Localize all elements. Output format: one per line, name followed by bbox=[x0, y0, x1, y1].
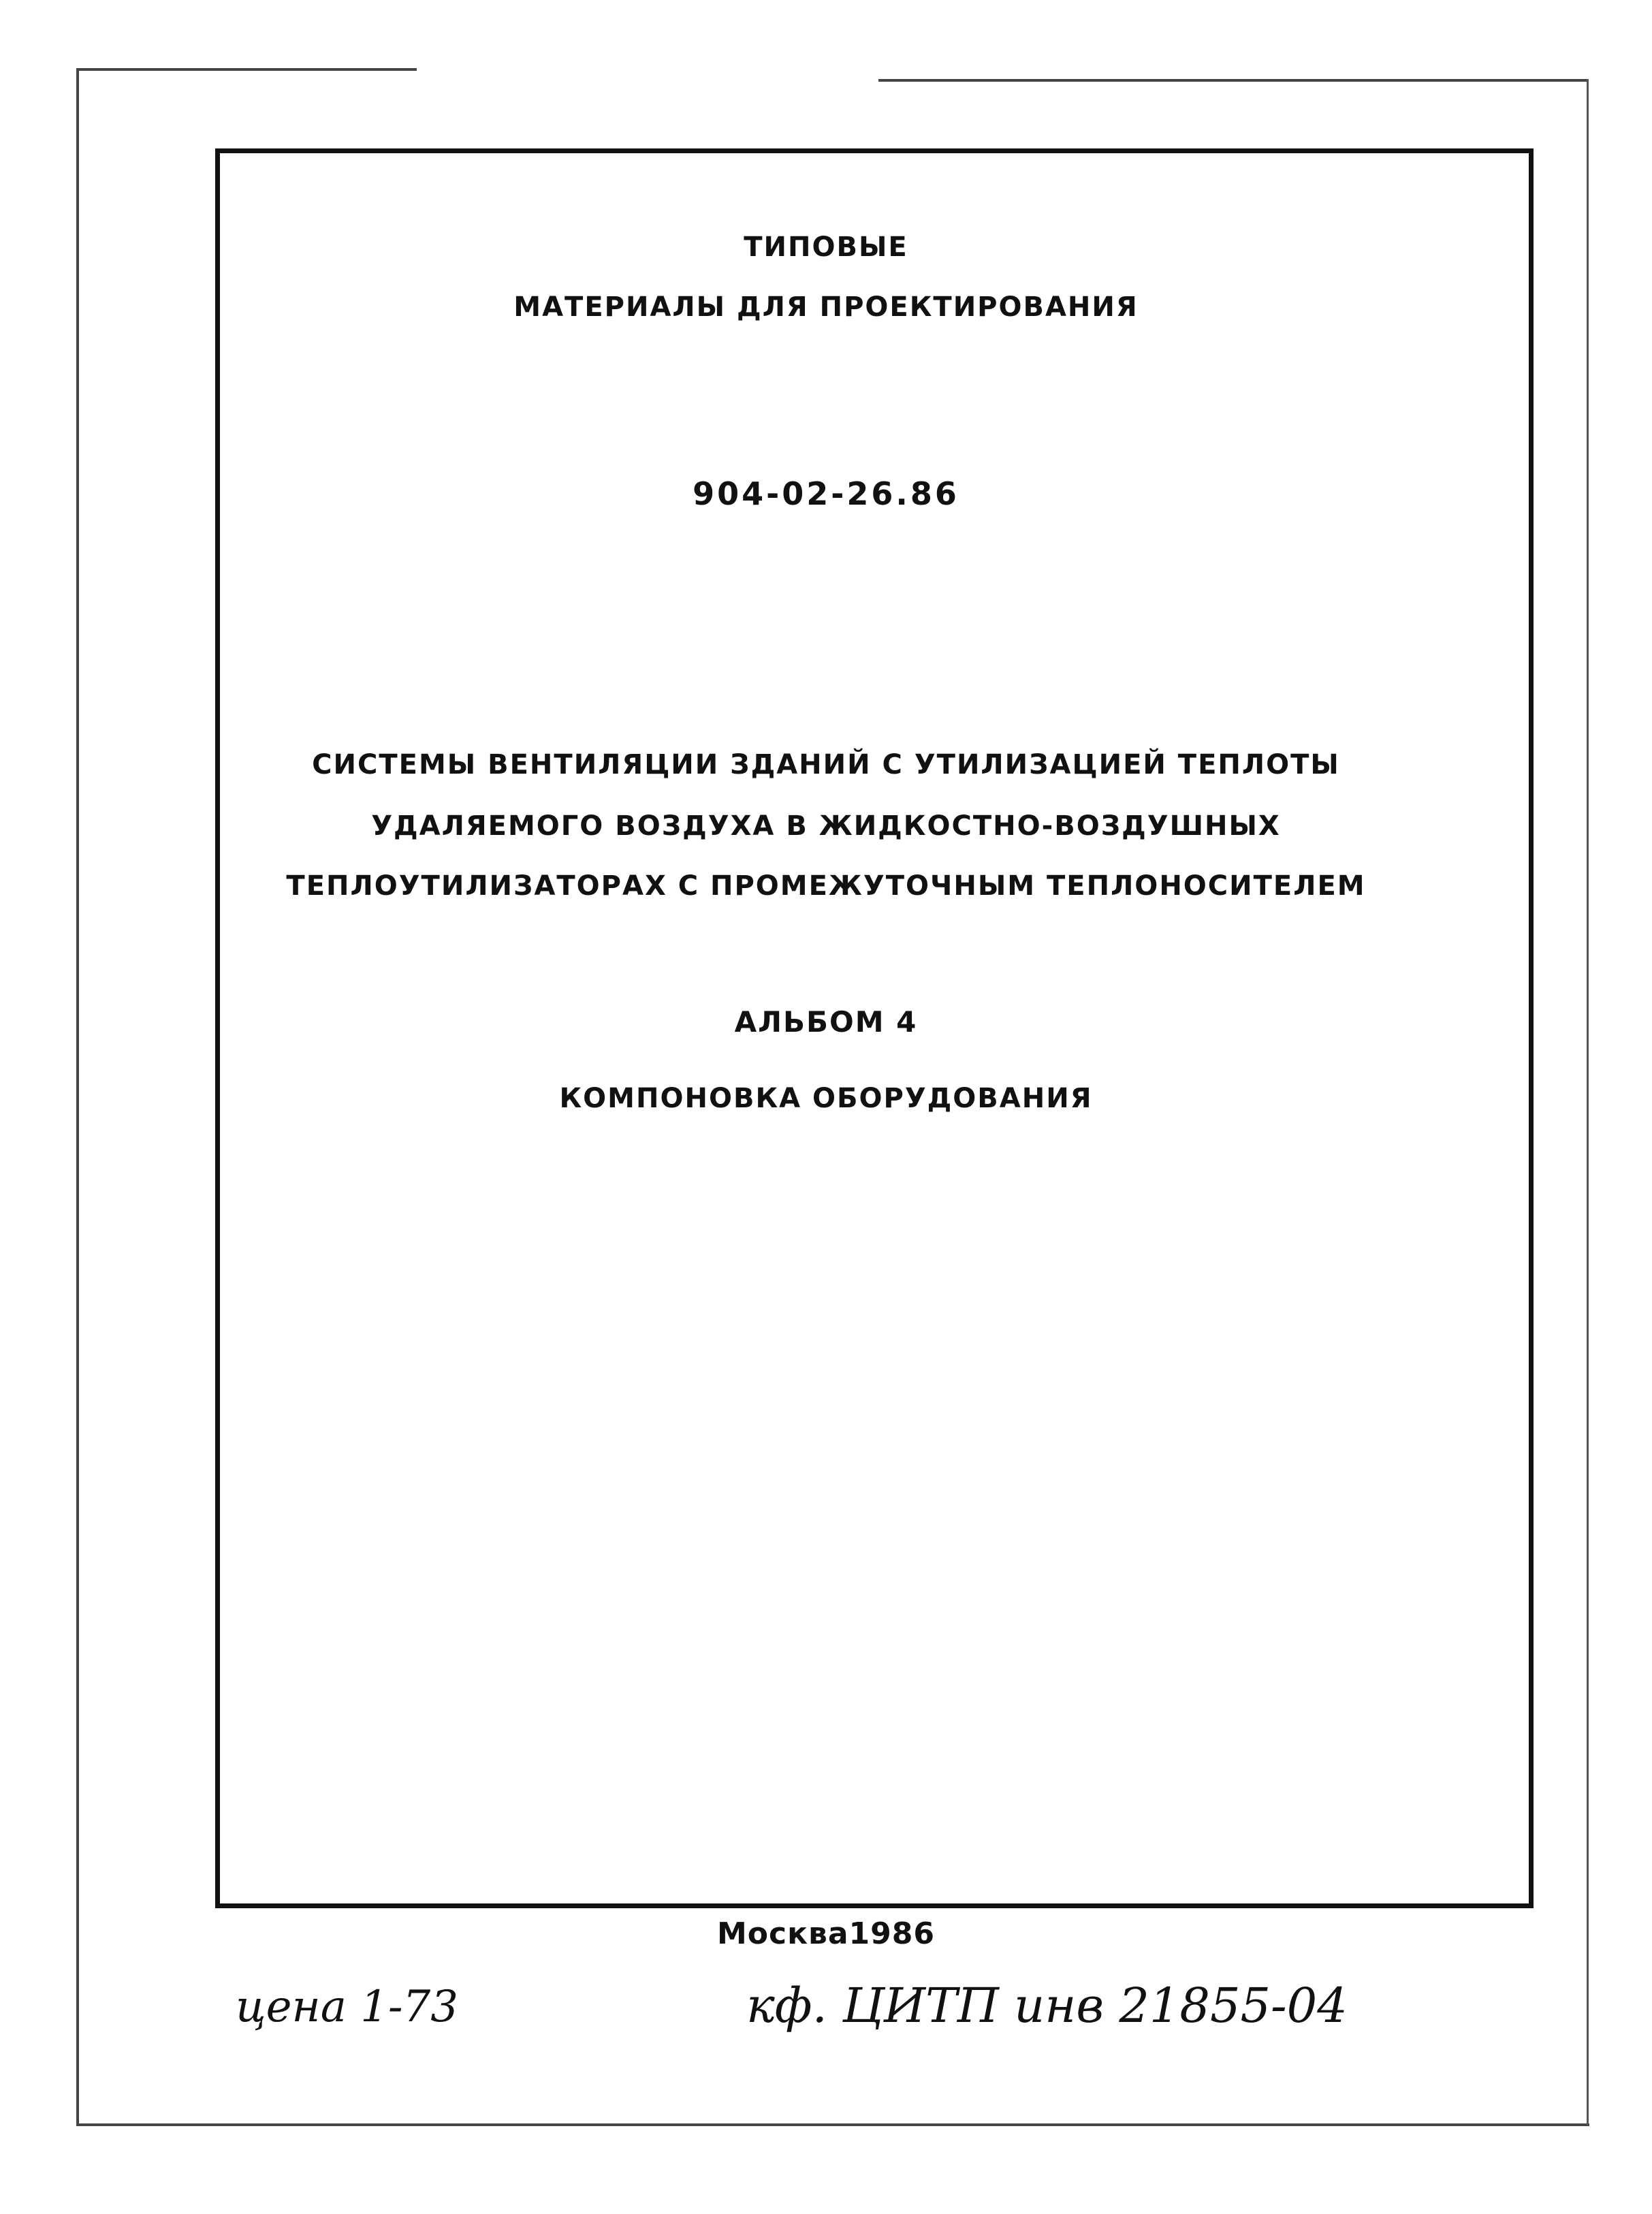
header-line-2: МАТЕРИАЛЫ ДЛЯ ПРОЕКТИРОВАНИЯ bbox=[513, 291, 1139, 323]
album-subtitle: КОМПОНОВКА ОБОРУДОВАНИЯ bbox=[559, 1083, 1093, 1114]
outer-frame-top-right bbox=[878, 79, 1587, 82]
handwritten-price: цена 1-73 bbox=[236, 1982, 458, 2032]
header-line-1: ТИПОВЫЕ bbox=[744, 232, 908, 263]
title-line-2: УДАЛЯЕМОГО ВОЗДУХА В ЖИДКОСТНО-ВОЗДУШНЫХ bbox=[371, 810, 1281, 842]
place-and-year: Москва1986 bbox=[717, 1916, 935, 1951]
outer-frame-bottom bbox=[76, 2123, 1589, 2126]
title-line-1: СИСТЕМЫ ВЕНТИЛЯЦИИ ЗДАНИЙ С УТИЛИЗАЦИЕЙ ТЕПЛОТЫ bbox=[312, 749, 1340, 780]
outer-frame-top-left bbox=[76, 68, 417, 71]
handwritten-inventory-number: кф. ЦИТП инв 21855-04 bbox=[746, 1978, 1348, 2034]
title-line-3: ТЕПЛОУТИЛИЗАТОРАХ С ПРОМЕЖУТОЧНЫМ ТЕПЛОНОСИТЕЛЕМ bbox=[286, 870, 1366, 902]
album-label: АЛЬБОМ 4 bbox=[734, 1005, 918, 1039]
document-code: 904-02-26.86 bbox=[693, 475, 959, 512]
